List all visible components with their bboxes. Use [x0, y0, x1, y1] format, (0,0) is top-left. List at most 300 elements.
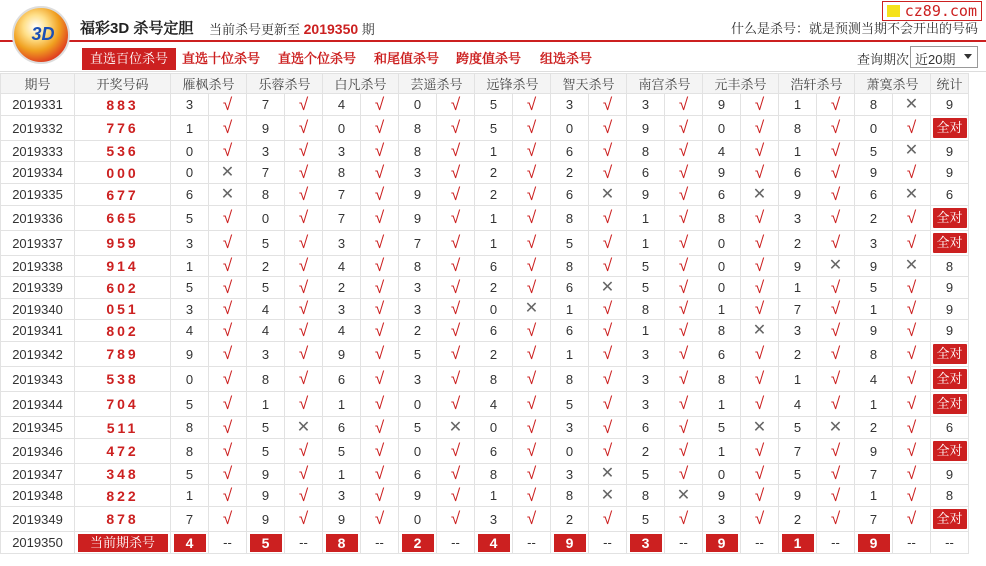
table-row — [1, 162, 969, 184]
table-row — [1, 367, 969, 392]
check-icon: √ — [209, 507, 247, 532]
kill-value-cell: 8 — [855, 94, 893, 116]
kill-value-cell: 8 — [323, 162, 361, 184]
check-icon: √ — [741, 141, 779, 162]
check-icon: √ — [209, 392, 247, 417]
kill-value-cell: 2 — [855, 206, 893, 231]
expert-header: 南宫杀号 — [627, 74, 703, 94]
check-icon: √ — [741, 392, 779, 417]
kill-value-cell: 8 — [247, 367, 285, 392]
all-correct-badge: 全对 — [933, 233, 967, 253]
expert-header: 浩轩杀号 — [779, 74, 855, 94]
kill-value-cell: 9 — [323, 507, 361, 532]
kill-value-cell: 5 — [247, 417, 285, 439]
kill-value-cell: 6 — [323, 417, 361, 439]
check-icon: √ — [513, 162, 551, 184]
check-icon: √ — [893, 116, 931, 141]
current-placeholder-cell: -- — [209, 532, 247, 554]
all-correct-badge: 全对 — [933, 369, 967, 389]
kill-value-cell: 6 — [323, 367, 361, 392]
check-icon: √ — [665, 367, 703, 392]
query-period-select[interactable]: 近20期 — [910, 46, 978, 68]
stat-cell: 6 — [931, 184, 969, 206]
kill-value-cell: 1 — [703, 439, 741, 464]
check-icon: √ — [209, 367, 247, 392]
current-kill-value: 5 — [250, 534, 282, 552]
stat-cell: 9 — [931, 320, 969, 342]
kill-value-cell: 3 — [399, 367, 437, 392]
check-icon: √ — [437, 464, 475, 485]
stat-cell — [931, 507, 969, 532]
kill-value-cell: 8 — [703, 367, 741, 392]
kill-value-cell: 6 — [703, 184, 741, 206]
kill-value-cell: 5 — [475, 94, 513, 116]
category-tabs — [0, 44, 986, 72]
current-kill-value: 3 — [630, 534, 662, 552]
kill-value-cell: 9 — [171, 342, 209, 367]
current-kill-value: 9 — [706, 534, 738, 552]
stat-cell: 9 — [931, 277, 969, 299]
kill-value-cell: 8 — [551, 206, 589, 231]
all-correct-badge: 全对 — [933, 344, 967, 364]
issue-cell: 2019339 — [1, 277, 75, 299]
kill-value-cell: 1 — [171, 116, 209, 141]
draw-number-cell: 776 — [75, 116, 171, 141]
check-icon: √ — [741, 342, 779, 367]
check-icon: √ — [285, 231, 323, 256]
current-kill-value: 4 — [174, 534, 206, 552]
kill-value-cell: 1 — [627, 320, 665, 342]
check-icon: √ — [437, 206, 475, 231]
kill-value-cell: 0 — [703, 231, 741, 256]
issue-cell: 2019343 — [1, 367, 75, 392]
check-icon: √ — [741, 439, 779, 464]
issue-cell: 2019342 — [1, 342, 75, 367]
check-icon: √ — [209, 116, 247, 141]
kill-value-cell: 4 — [855, 367, 893, 392]
check-icon: √ — [361, 439, 399, 464]
kill-value-cell: 1 — [475, 206, 513, 231]
kill-value-cell: 6 — [475, 439, 513, 464]
kill-value-cell: 3 — [627, 342, 665, 367]
col-draw-header: 开奖号码 — [75, 74, 171, 94]
check-icon: √ — [437, 277, 475, 299]
kill-value-cell: 9 — [399, 485, 437, 507]
kill-value-cell: 1 — [779, 141, 817, 162]
kill-value-cell: 7 — [171, 507, 209, 532]
draw-number-cell: 914 — [75, 256, 171, 277]
check-icon: √ — [513, 320, 551, 342]
kill-value-cell: 2 — [551, 507, 589, 532]
kill-value-cell: 3 — [323, 231, 361, 256]
table-row — [1, 439, 969, 464]
kill-value-cell: 6 — [779, 162, 817, 184]
check-icon: √ — [437, 367, 475, 392]
check-icon: √ — [589, 256, 627, 277]
kill-value-cell: 2 — [399, 320, 437, 342]
kill-value-cell: 1 — [627, 206, 665, 231]
kill-value-cell: 5 — [703, 417, 741, 439]
issue-cell: 2019333 — [1, 141, 75, 162]
current-placeholder-cell: -- — [361, 532, 399, 554]
stat-cell: 8 — [931, 485, 969, 507]
tab-units-kill[interactable]: 直选个位杀号 — [278, 51, 357, 66]
current-kill-cell — [779, 532, 817, 554]
all-correct-badge: 全对 — [933, 118, 967, 138]
issue-cell: 2019341 — [1, 320, 75, 342]
check-icon: √ — [665, 417, 703, 439]
kill-value-cell: 9 — [855, 256, 893, 277]
check-icon: √ — [285, 320, 323, 342]
col-stat-header: 统计 — [931, 74, 969, 94]
table-row — [1, 342, 969, 367]
kill-value-cell: 1 — [475, 141, 513, 162]
expert-header: 萧寞杀号 — [855, 74, 931, 94]
draw-number-cell: 704 — [75, 392, 171, 417]
cross-icon: ✕ — [741, 184, 779, 206]
check-icon: √ — [817, 485, 855, 507]
kill-value-cell: 1 — [855, 485, 893, 507]
tab-span-kill[interactable]: 跨度值杀号 — [456, 51, 522, 66]
current-stat-cell: -- — [931, 532, 969, 554]
kill-value-cell: 9 — [247, 485, 285, 507]
check-icon: √ — [741, 256, 779, 277]
kill-value-cell: 4 — [247, 299, 285, 320]
kill-value-cell: 9 — [627, 184, 665, 206]
issue-cell: 2019337 — [1, 231, 75, 256]
stat-cell: 8 — [931, 256, 969, 277]
draw-number-cell: 051 — [75, 299, 171, 320]
check-icon: √ — [893, 299, 931, 320]
check-icon: √ — [893, 417, 931, 439]
table-row — [1, 507, 969, 532]
kill-value-cell: 1 — [323, 392, 361, 417]
issue-cell: 2019338 — [1, 256, 75, 277]
check-icon: √ — [285, 94, 323, 116]
check-icon: √ — [589, 299, 627, 320]
check-icon: √ — [437, 162, 475, 184]
check-icon: √ — [209, 320, 247, 342]
cross-icon: ✕ — [589, 184, 627, 206]
kill-value-cell: 6 — [855, 184, 893, 206]
kill-value-cell: 9 — [247, 116, 285, 141]
kill-value-cell: 3 — [627, 392, 665, 417]
cross-icon: ✕ — [589, 277, 627, 299]
kill-value-cell: 5 — [627, 256, 665, 277]
kill-value-cell: 1 — [551, 299, 589, 320]
current-placeholder-cell: -- — [589, 532, 627, 554]
check-icon: √ — [285, 507, 323, 532]
check-icon: √ — [817, 94, 855, 116]
kill-value-cell: 0 — [171, 367, 209, 392]
kill-value-cell: 3 — [171, 94, 209, 116]
kill-value-cell: 5 — [475, 116, 513, 141]
check-icon: √ — [589, 439, 627, 464]
kill-value-cell: 1 — [551, 342, 589, 367]
kill-value-cell: 6 — [551, 320, 589, 342]
kill-value-cell: 7 — [323, 206, 361, 231]
kill-value-cell: 1 — [247, 392, 285, 417]
check-icon: √ — [209, 439, 247, 464]
expert-header: 雁枫杀号 — [171, 74, 247, 94]
check-icon: √ — [513, 417, 551, 439]
table-row — [1, 299, 969, 320]
table-row — [1, 141, 969, 162]
draw-number-cell: 883 — [75, 94, 171, 116]
check-icon: √ — [741, 299, 779, 320]
kill-value-cell: 6 — [627, 417, 665, 439]
chevron-down-icon — [964, 54, 972, 59]
query-period-label: 查询期次 — [857, 52, 910, 67]
check-icon: √ — [285, 367, 323, 392]
kill-value-cell: 0 — [855, 116, 893, 141]
kill-value-cell: 8 — [247, 184, 285, 206]
cross-icon: ✕ — [285, 417, 323, 439]
kill-value-cell: 9 — [323, 342, 361, 367]
check-icon: √ — [893, 367, 931, 392]
check-icon: √ — [589, 507, 627, 532]
draw-number-cell: 878 — [75, 507, 171, 532]
check-icon: √ — [741, 206, 779, 231]
check-icon: √ — [361, 464, 399, 485]
kill-value-cell: 0 — [171, 141, 209, 162]
kill-value-cell: 6 — [399, 464, 437, 485]
kill-value-cell: 1 — [779, 277, 817, 299]
kill-value-cell: 6 — [551, 141, 589, 162]
kill-value-cell: 5 — [171, 206, 209, 231]
table-row — [1, 206, 969, 231]
kill-value-cell: 2 — [475, 277, 513, 299]
kill-value-cell: 0 — [399, 94, 437, 116]
check-icon: √ — [741, 116, 779, 141]
kill-value-cell: 3 — [323, 485, 361, 507]
kill-value-cell: 0 — [323, 116, 361, 141]
check-icon: √ — [817, 116, 855, 141]
kill-value-cell: 3 — [627, 367, 665, 392]
check-icon: √ — [209, 299, 247, 320]
kill-value-cell: 5 — [171, 392, 209, 417]
kill-value-cell: 2 — [247, 256, 285, 277]
kill-value-cell: 3 — [627, 94, 665, 116]
expert-header: 芸遥杀号 — [399, 74, 475, 94]
update-issue: 2019350 — [303, 21, 359, 37]
check-icon: √ — [513, 256, 551, 277]
table-row — [1, 94, 969, 116]
check-icon: √ — [513, 507, 551, 532]
kill-value-cell: 3 — [475, 507, 513, 532]
issue-cell: 2019344 — [1, 392, 75, 417]
check-icon: √ — [361, 141, 399, 162]
check-icon: √ — [361, 367, 399, 392]
check-icon: √ — [665, 231, 703, 256]
kill-value-cell: 7 — [247, 94, 285, 116]
kill-value-cell: 7 — [399, 231, 437, 256]
check-icon: √ — [361, 94, 399, 116]
kill-value-cell: 2 — [855, 417, 893, 439]
check-icon: √ — [893, 231, 931, 256]
check-icon: √ — [665, 342, 703, 367]
check-icon: √ — [817, 141, 855, 162]
kill-value-cell: 1 — [475, 485, 513, 507]
kill-value-cell: 7 — [323, 184, 361, 206]
check-icon: √ — [361, 184, 399, 206]
all-correct-badge: 全对 — [933, 509, 967, 529]
kill-value-cell: 2 — [627, 439, 665, 464]
stat-cell — [931, 439, 969, 464]
draw-number-cell: 536 — [75, 141, 171, 162]
kill-value-cell: 6 — [551, 277, 589, 299]
kill-value-cell: 1 — [855, 392, 893, 417]
stat-cell: 9 — [931, 299, 969, 320]
kill-value-cell: 3 — [171, 299, 209, 320]
kill-value-cell: 8 — [399, 256, 437, 277]
draw-number-cell: 677 — [75, 184, 171, 206]
check-icon: √ — [513, 94, 551, 116]
all-correct-badge: 全对 — [933, 441, 967, 461]
check-icon: √ — [513, 485, 551, 507]
cross-icon: ✕ — [817, 256, 855, 277]
issue-cell: 2019336 — [1, 206, 75, 231]
check-icon: √ — [817, 231, 855, 256]
kill-value-cell: 8 — [551, 367, 589, 392]
check-icon: √ — [437, 94, 475, 116]
check-icon: √ — [893, 206, 931, 231]
check-icon: √ — [893, 507, 931, 532]
stat-cell: 9 — [931, 162, 969, 184]
current-kill-cell — [475, 532, 513, 554]
current-kill-value: 8 — [326, 534, 358, 552]
lottery-logo: 3D — [12, 6, 70, 64]
check-icon: √ — [361, 256, 399, 277]
check-icon: √ — [665, 141, 703, 162]
check-icon: √ — [741, 231, 779, 256]
kill-value-cell: 4 — [171, 320, 209, 342]
kill-value-cell: 7 — [779, 439, 817, 464]
kill-value-cell: 9 — [703, 162, 741, 184]
check-icon: √ — [589, 320, 627, 342]
check-icon: √ — [589, 342, 627, 367]
kill-value-cell: 6 — [703, 342, 741, 367]
stat-cell — [931, 367, 969, 392]
cross-icon: ✕ — [437, 417, 475, 439]
tab-hundreds-kill[interactable]: 直选百位杀号 — [82, 48, 176, 70]
current-placeholder-cell: -- — [665, 532, 703, 554]
check-icon: √ — [437, 392, 475, 417]
kill-value-cell: 5 — [855, 277, 893, 299]
kill-value-cell: 2 — [551, 162, 589, 184]
kill-value-cell: 5 — [627, 277, 665, 299]
check-icon: √ — [209, 141, 247, 162]
current-placeholder-cell: -- — [817, 532, 855, 554]
issue-cell: 2019349 — [1, 507, 75, 532]
cross-icon: ✕ — [893, 256, 931, 277]
table-row — [1, 184, 969, 206]
check-icon: √ — [209, 464, 247, 485]
check-icon: √ — [361, 320, 399, 342]
check-icon: √ — [209, 231, 247, 256]
kill-value-cell: 9 — [855, 320, 893, 342]
site-badge[interactable]: cz89.com — [882, 1, 982, 21]
check-icon: √ — [817, 320, 855, 342]
table-row — [1, 417, 969, 439]
update-status: 当前杀号更新至 2019350 期 — [209, 21, 375, 37]
check-icon: √ — [513, 392, 551, 417]
kill-value-cell: 9 — [779, 485, 817, 507]
check-icon: √ — [361, 277, 399, 299]
check-icon: √ — [817, 342, 855, 367]
issue-cell: 2019332 — [1, 116, 75, 141]
draw-number-cell: 959 — [75, 231, 171, 256]
kill-value-cell: 6 — [627, 162, 665, 184]
table-row — [1, 392, 969, 417]
kill-number-description: 什么是杀号：就是预测当期不会开出的号码 — [730, 21, 978, 36]
check-icon: √ — [893, 485, 931, 507]
cross-icon: ✕ — [209, 184, 247, 206]
tab-group-kill[interactable]: 组选杀号 — [540, 51, 593, 66]
current-kill-value: 9 — [858, 534, 890, 552]
kill-value-cell: 3 — [551, 94, 589, 116]
kill-value-cell: 2 — [475, 342, 513, 367]
kill-value-cell: 7 — [779, 299, 817, 320]
kill-value-cell: 8 — [399, 141, 437, 162]
kill-value-cell: 7 — [855, 507, 893, 532]
issue-cell: 2019331 — [1, 94, 75, 116]
kill-value-cell: 0 — [475, 417, 513, 439]
all-correct-badge: 全对 — [933, 208, 967, 228]
kill-value-cell: 8 — [703, 320, 741, 342]
check-icon: √ — [589, 206, 627, 231]
check-icon: √ — [741, 464, 779, 485]
check-icon: √ — [285, 256, 323, 277]
kill-value-cell: 0 — [703, 277, 741, 299]
cross-icon: ✕ — [893, 141, 931, 162]
kill-number-table — [0, 73, 969, 554]
kill-value-cell: 4 — [475, 392, 513, 417]
kill-value-cell: 1 — [171, 485, 209, 507]
kill-value-cell: 1 — [323, 464, 361, 485]
stat-cell — [931, 231, 969, 256]
kill-value-cell: 5 — [551, 231, 589, 256]
check-icon: √ — [665, 464, 703, 485]
check-icon: √ — [589, 367, 627, 392]
kill-value-cell: 0 — [171, 162, 209, 184]
tab-sum-tail-kill[interactable]: 和尾值杀号 — [374, 51, 440, 66]
draw-number-cell: 472 — [75, 439, 171, 464]
current-kill-value: 4 — [478, 534, 510, 552]
draw-number-cell: 789 — [75, 342, 171, 367]
check-icon: √ — [893, 277, 931, 299]
check-icon: √ — [285, 342, 323, 367]
current-kill-value: 9 — [554, 534, 586, 552]
check-icon: √ — [437, 342, 475, 367]
current-kill-cell — [399, 532, 437, 554]
kill-value-cell: 3 — [171, 231, 209, 256]
kill-value-cell: 8 — [627, 485, 665, 507]
kill-value-cell: 8 — [475, 464, 513, 485]
check-icon: √ — [817, 507, 855, 532]
check-icon: √ — [589, 94, 627, 116]
check-icon: √ — [589, 141, 627, 162]
check-icon: √ — [665, 256, 703, 277]
kill-value-cell: 5 — [627, 464, 665, 485]
table-row — [1, 256, 969, 277]
check-icon: √ — [513, 367, 551, 392]
check-icon: √ — [665, 277, 703, 299]
tab-tens-kill[interactable]: 直选十位杀号 — [182, 51, 261, 66]
kill-value-cell: 8 — [171, 417, 209, 439]
cross-icon: ✕ — [513, 299, 551, 320]
current-issue-row — [1, 532, 969, 554]
